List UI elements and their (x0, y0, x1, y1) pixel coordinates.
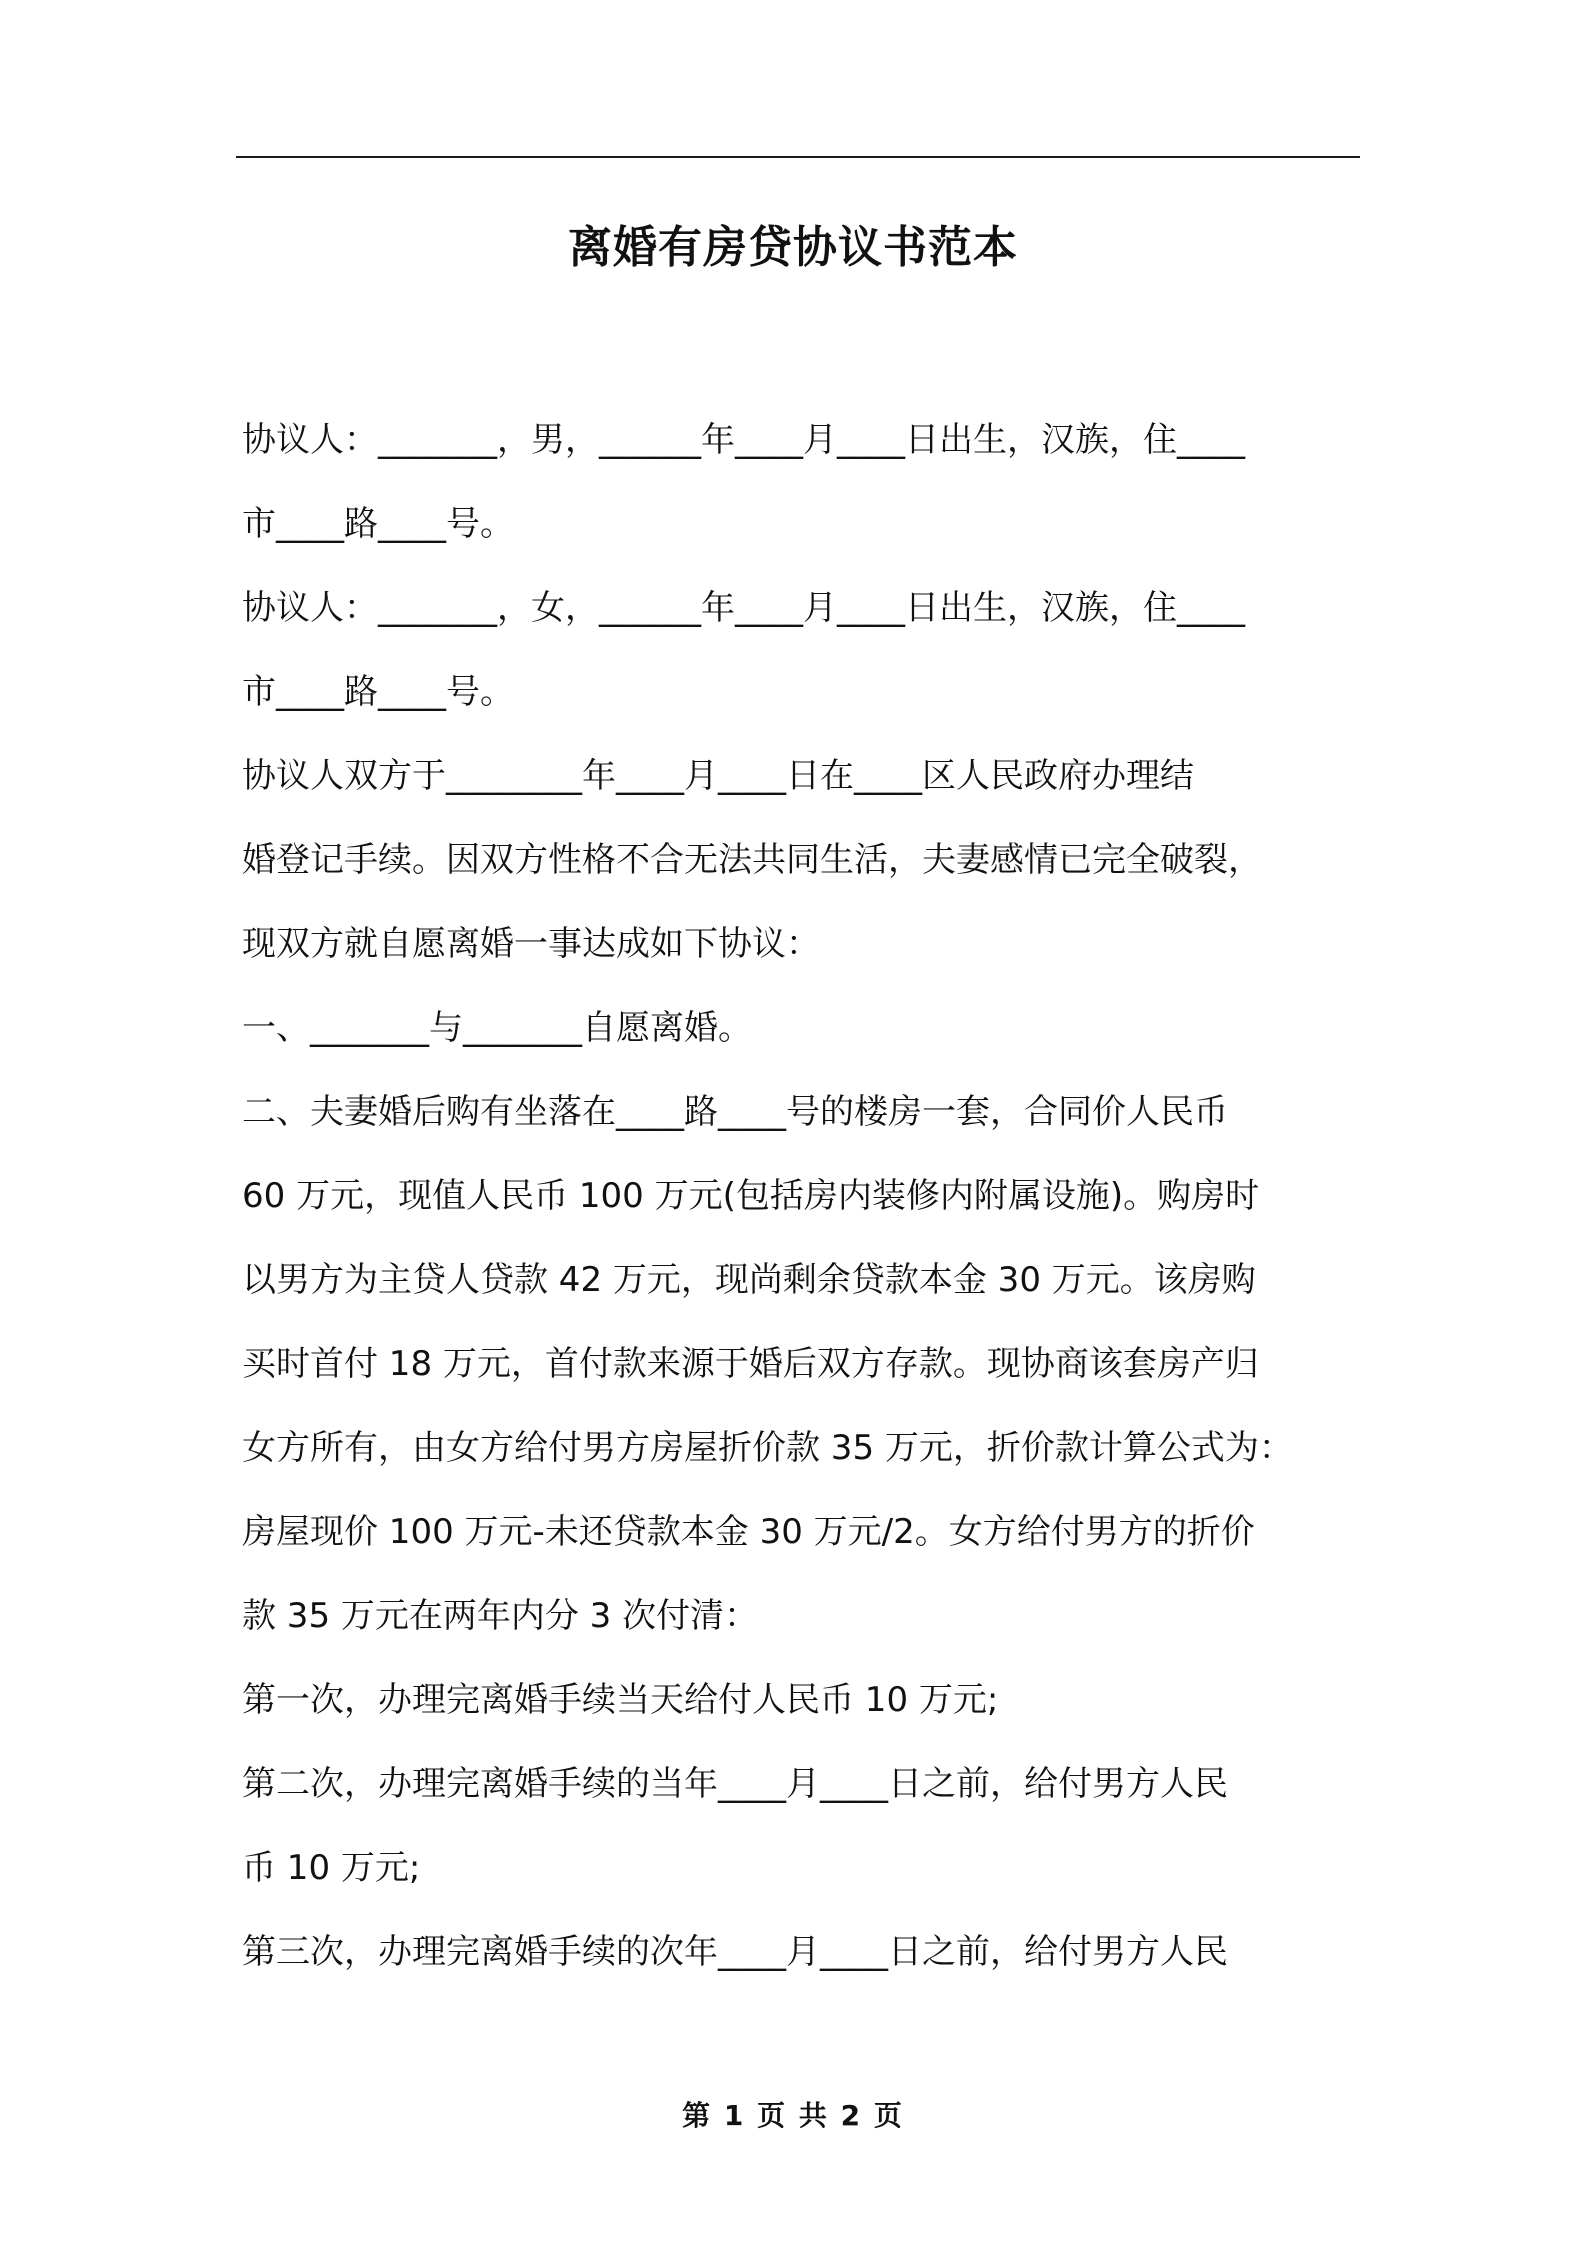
body-line: 婚登记手续。因双方性格不合无法共同生活，夫妻感情已完全破裂， (242, 840, 1262, 880)
body-line: 二、夫妻婚后购有坐落在____路____号的楼房一套，合同价人民币 (242, 1092, 1228, 1132)
body-line: 第一次，办理完离婚手续当天给付人民币 10 万元; (242, 1680, 999, 1720)
body-line: 女方所有，由女方给付男方房屋折价款 35 万元，折价款计算公式为： (242, 1428, 1293, 1468)
body-line: 协议人：_______，女，______年____月____日出生，汉族，住____ (242, 588, 1245, 628)
body-line: 协议人双方于________年____月____日在____区人民政府办理结 (242, 756, 1194, 796)
body-line: 币 10 万元; (242, 1848, 421, 1888)
body-line: 第三次，办理完离婚手续的次年____月____日之前，给付男方人民 (242, 1932, 1228, 1972)
body-line: 现双方就自愿离婚一事达成如下协议： (242, 924, 820, 964)
body-line: 市____路____号。 (242, 504, 514, 544)
body-line: 第二次，办理完离婚手续的当年____月____日之前，给付男方人民 (242, 1764, 1228, 1804)
body-line: 款 35 万元在两年内分 3 次付清： (242, 1596, 759, 1636)
body-line: 60 万元，现值人民币 100 万元(包括房内装修内附属设施)。购房时 (242, 1176, 1260, 1216)
body-line: 买时首付 18 万元，首付款来源于婚后双方存款。现协商该套房产归 (242, 1344, 1259, 1384)
body-line: 市____路____号。 (242, 672, 514, 712)
header-rule (236, 156, 1360, 158)
body-line: 协议人：_______，男，______年____月____日出生，汉族，住____ (242, 420, 1245, 460)
document-body (242, 398, 1358, 1994)
page-footer: 第 1 页 共 2 页 (682, 2099, 904, 2132)
body-line: 一、_______与_______自愿离婚。 (242, 1008, 752, 1048)
document-title: 离婚有房贷协议书范本 (568, 222, 1018, 273)
body-line: 房屋现价 100 万元-未还贷款本金 30 万元/2。女方给付男方的折价 (242, 1512, 1255, 1552)
body-line: 以男方为主贷人贷款 42 万元，现尚剩余贷款本金 30 万元。该房购 (242, 1260, 1256, 1300)
